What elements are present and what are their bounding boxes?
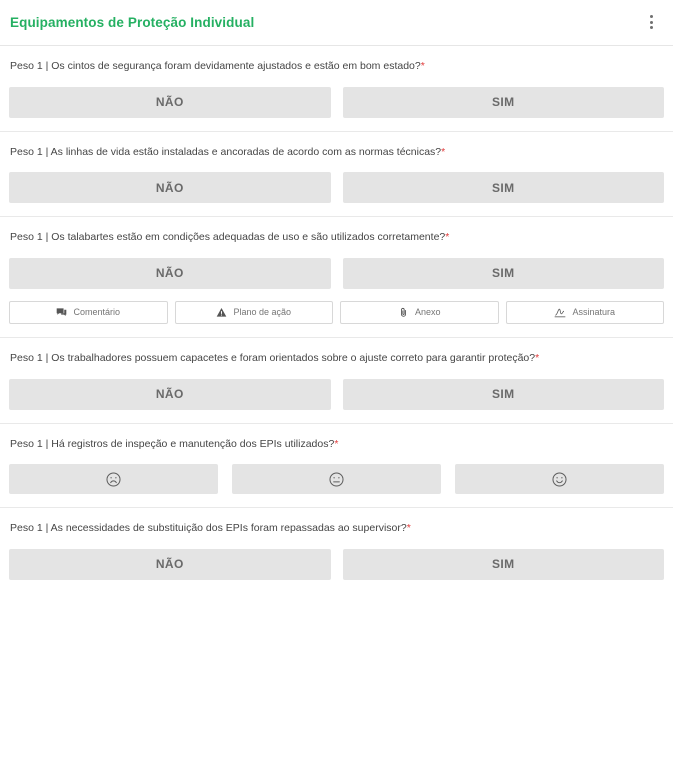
answer-option-no[interactable]: NÃO (9, 549, 331, 580)
question-item (0, 338, 673, 424)
action-plan-button[interactable] (175, 301, 334, 324)
card-header (0, 0, 673, 46)
question-label: Peso 1 | Os trabalhadores possuem capacetes e foram orientados sobre o ajuste correto para garantir proteção?* (10, 351, 540, 364)
answer-option-yes[interactable]: SIM (343, 379, 665, 410)
answer-option-yes[interactable]: SIM (343, 549, 665, 580)
answer-option-no[interactable]: NÃO (9, 172, 331, 203)
answer-option-yes[interactable]: SIM (343, 87, 665, 118)
answer-option-yes[interactable]: SIM (343, 172, 665, 203)
answer-options (9, 172, 664, 203)
comment-label: Comentário (73, 307, 121, 318)
answer-option-no[interactable]: NÃO (9, 87, 331, 118)
question-label: Peso 1 | As linhas de vida estão instaladas e ancoradas de acordo com as normas técnicas?* (10, 145, 446, 158)
question-label: Peso 1 | As necessidades de substituição dos EPIs foram repassadas ao supervisor?* (10, 522, 411, 535)
comment-icon (56, 307, 67, 318)
question-item (0, 132, 673, 218)
kebab-menu-icon[interactable] (643, 12, 659, 32)
answer-options (9, 549, 664, 580)
answer-options (9, 379, 664, 410)
signature-button[interactable] (506, 301, 665, 324)
question-label: Peso 1 | Há registros de inspeção e manutenção dos EPIs utilizados?* (10, 437, 339, 450)
question-item (0, 424, 673, 509)
question-action-bar (9, 301, 664, 324)
paperclip-icon (398, 307, 409, 318)
question-label: Peso 1 | Os talabartes estão em condições adequadas de uso e são utilizados corretamente?* (10, 231, 450, 244)
answer-option-happy[interactable] (455, 464, 664, 494)
answer-option-no[interactable]: NÃO (9, 258, 331, 289)
action-plan-label: Plano de ação (233, 307, 292, 318)
question-item (0, 46, 673, 132)
question-label: Peso 1 | Os cintos de segurança foram devidamente ajustados e estão em bom estado?* (10, 60, 425, 72)
answer-option-yes[interactable]: SIM (343, 258, 665, 289)
page-title: Equipamentos de Proteção Individual (10, 14, 255, 30)
warning-triangle-icon (216, 307, 227, 318)
attachment-label: Anexo (414, 307, 441, 318)
question-item (0, 508, 673, 593)
comment-button[interactable] (9, 301, 168, 324)
answer-option-sad[interactable] (9, 464, 218, 494)
question-item (0, 217, 673, 338)
signature-icon (554, 307, 566, 318)
answer-options (9, 87, 664, 118)
signature-label: Assinatura (572, 307, 616, 318)
answer-option-neutral[interactable] (232, 464, 441, 494)
answer-options (9, 258, 664, 289)
attachment-button[interactable] (340, 301, 499, 324)
answer-option-no[interactable]: NÃO (9, 379, 331, 410)
answer-options (9, 464, 664, 494)
